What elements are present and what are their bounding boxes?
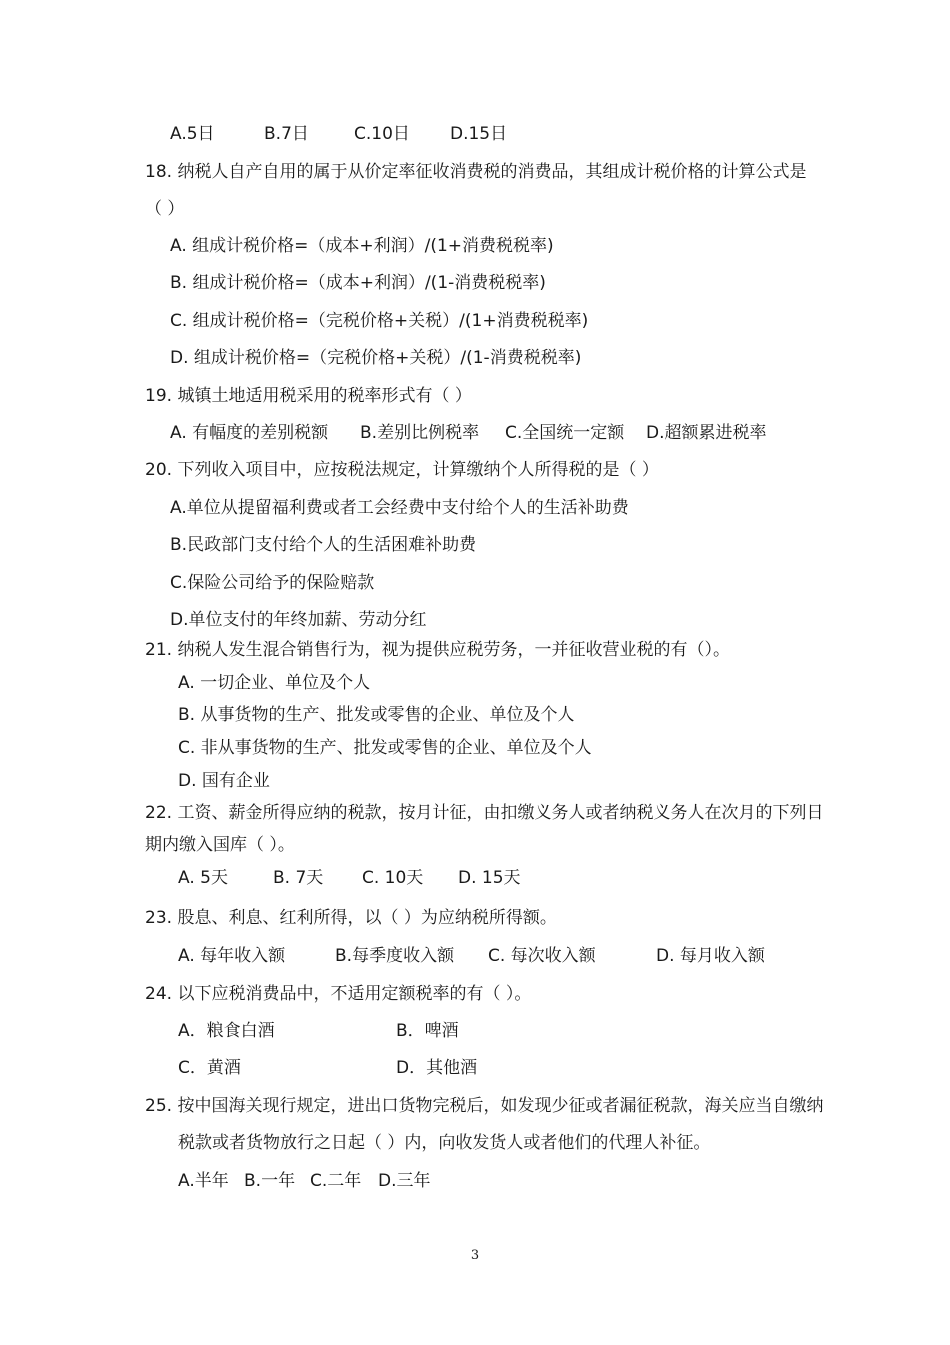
q21-option-b: B. 从事货物的生产、批发或零售的企业、单位及个人 xyxy=(178,705,575,725)
q18-option-c: C. 组成计税价格=（完税价格+关税）/(1+消费税税率) xyxy=(170,311,589,331)
q21-stem: 21. 纳税人发生混合销售行为，视为提供应税劳务，一并征收营业税的有（）。 xyxy=(145,640,730,660)
q22-stem: 22. 工资、薪金所得应纳的税款，按月计征，由扣缴义务人或者纳税义务人在次月的下列日 xyxy=(145,803,824,823)
q18-stem-cont: （ ） xyxy=(145,199,185,219)
q22-option-a: A. 5天 xyxy=(178,868,228,888)
q25-option-d: D.三年 xyxy=(378,1171,431,1191)
q20-stem: 20. 下列收入项目中，应按税法规定，计算缴纳个人所得税的是（ ） xyxy=(145,460,659,480)
q18-option-b: B. 组成计税价格=（成本+利润）/(1-消费税税率) xyxy=(170,273,546,293)
q23-stem: 23. 股息、利息、红利所得，以（ ）为应纳税所得额。 xyxy=(145,908,557,928)
q21-option-d: D. 国有企业 xyxy=(178,771,270,791)
q20-option-b: B.民政部门支付给个人的生活困难补助费 xyxy=(170,535,477,555)
page-number: 3 xyxy=(470,1248,480,1263)
q18-option-a: A. 组成计税价格=（成本+利润）/(1+消费税税率) xyxy=(170,236,554,256)
q24-option-b: B．啤酒 xyxy=(396,1021,459,1041)
q19-stem: 19. 城镇土地适用税采用的税率形式有（ ） xyxy=(145,386,472,406)
q18-stem: 18. 纳税人自产自用的属于从价定率征收消费税的消费品，其组成计税价格的计算公式是 xyxy=(145,162,807,182)
q20-option-a: A.单位从提留福利费或者工会经费中支付给个人的生活补助费 xyxy=(170,498,629,518)
q19-option-b: B.差别比例税率 xyxy=(360,423,480,443)
q24-option-c: C．黄酒 xyxy=(178,1058,241,1078)
q22-option-b: B. 7天 xyxy=(273,868,324,888)
q20-option-d: D.单位支付的年终加薪、劳动分红 xyxy=(170,610,427,630)
q25-option-b: B.一年 xyxy=(244,1171,296,1191)
q19-option-a: A. 有幅度的差别税额 xyxy=(170,423,329,443)
q18-option-d: D. 组成计税价格=（完税价格+关税）/(1-消费税税率) xyxy=(170,348,582,368)
q19-option-d: D.超额累进税率 xyxy=(646,423,767,443)
q22-option-d: D. 15天 xyxy=(458,868,521,888)
q17-option-a: A.5日 xyxy=(170,124,215,144)
q24-stem: 24. 以下应税消费品中，不适用定额税率的有（ ）。 xyxy=(145,984,532,1004)
q24-option-d: D．其他酒 xyxy=(396,1058,478,1078)
q25-stem-cont: 税款或者货物放行之日起（ ）内，向收发货人或者他们的代理人补征。 xyxy=(178,1133,711,1153)
q21-option-a: A. 一切企业、单位及个人 xyxy=(178,673,371,693)
q20-option-c: C.保险公司给予的保险赔款 xyxy=(170,573,375,593)
q23-option-a: A. 每年收入额 xyxy=(178,946,286,966)
q25-option-c: C.二年 xyxy=(310,1171,362,1191)
q25-stem: 25. 按中国海关现行规定，进出口货物完税后，如发现少征或者漏征税款，海关应当自缴纳 xyxy=(145,1096,824,1116)
q17-option-d: D.15日 xyxy=(450,124,508,144)
q25-option-a: A.半年 xyxy=(178,1171,229,1191)
q23-option-c: C. 每次收入额 xyxy=(488,946,596,966)
q23-option-b: B.每季度收入额 xyxy=(335,946,455,966)
q24-option-a: A．粮食白酒 xyxy=(178,1021,275,1041)
q17-option-b: B.7日 xyxy=(264,124,309,144)
q17-option-c: C.10日 xyxy=(354,124,410,144)
q22-stem-cont: 期内缴入国库（ ）。 xyxy=(145,835,295,855)
q21-option-c: C. 非从事货物的生产、批发或零售的企业、单位及个人 xyxy=(178,738,592,758)
q22-option-c: C. 10天 xyxy=(362,868,424,888)
q23-option-d: D. 每月收入额 xyxy=(656,946,765,966)
q19-option-c: C.全国统一定额 xyxy=(505,423,625,443)
